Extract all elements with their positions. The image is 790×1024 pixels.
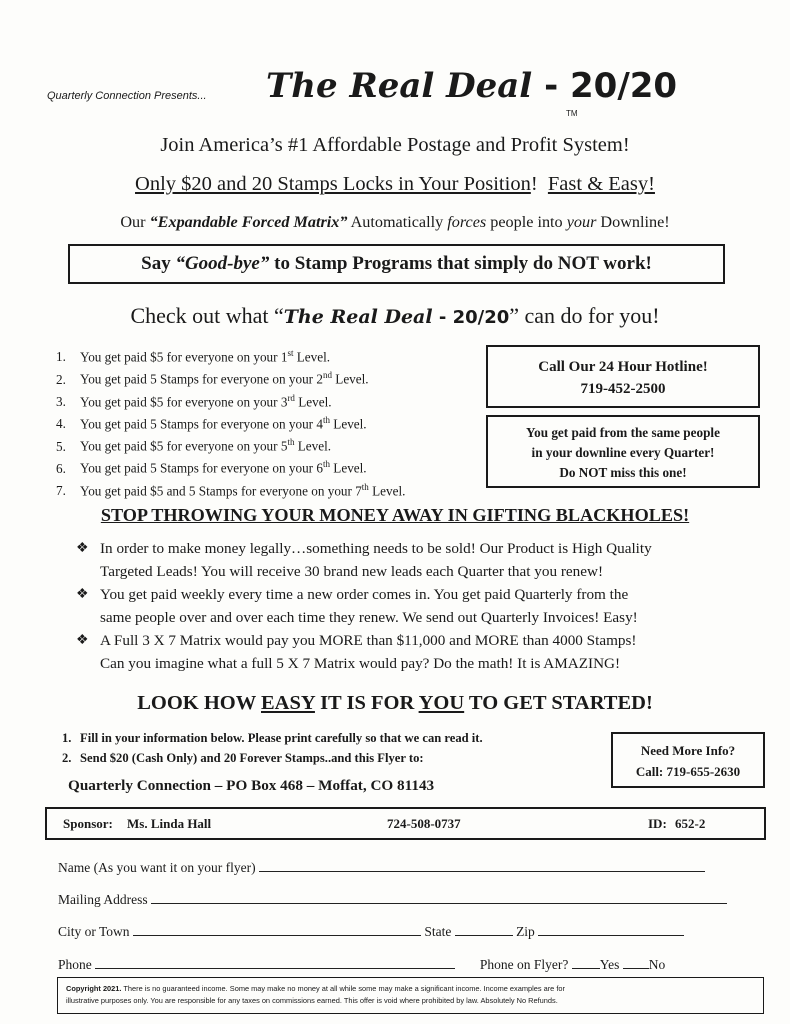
copyright-text: illustrative purposes only. You are responsible for any taxes on commissions earned. This offer is void where prohibited by law. Absolutely No Refunds.: [66, 996, 558, 1005]
list-text: Level.: [329, 460, 367, 476]
offer-bang: !: [530, 173, 538, 195]
benefit-list: [64, 537, 784, 675]
matrix-text: Downline!: [596, 213, 670, 231]
goodbye-quote: “Good-bye”: [175, 253, 270, 274]
sponsor-id: 652-2: [675, 816, 706, 831]
hotline-box: [486, 345, 760, 408]
mailing-field-row: [58, 889, 748, 908]
list-item: [56, 453, 486, 475]
state-label: State: [424, 924, 452, 939]
list-sup: th: [287, 437, 295, 448]
list-sup: th: [322, 414, 330, 425]
bullet-text: Can you imagine what a full 5 X 7 Matrix would pay? Do the math! It is AMAZING!: [100, 655, 621, 672]
easy-word: EASY: [261, 692, 315, 714]
title-brand: The Real Deal: [266, 66, 533, 106]
level-list: [56, 342, 486, 498]
list-item: [64, 629, 784, 675]
mailing-address-field[interactable]: [151, 889, 727, 904]
phone-flyer-yes-field[interactable]: [572, 954, 600, 969]
matrix-text: Our: [120, 213, 150, 231]
zip-label: Zip: [516, 924, 535, 939]
more-info-phone[interactable]: Call: 719-655-2630: [635, 764, 741, 779]
list-sup: st: [287, 348, 294, 358]
phone-field[interactable]: [95, 954, 455, 969]
list-text: Level.: [293, 349, 331, 365]
steps-list: [62, 728, 622, 768]
repeat-line: in your downline every Quarter!: [531, 445, 715, 460]
list-text: Level.: [331, 371, 369, 387]
goodbye-box: [68, 244, 725, 284]
list-item: [64, 583, 784, 629]
matrix-forces: forces: [447, 213, 487, 231]
list-item: [56, 476, 486, 498]
name-label: Name (As you want it on your flyer): [58, 860, 256, 875]
easy-heading: [0, 692, 790, 715]
mailing-address: Quarterly Connection – PO Box 468 – Moffat, CO 81143: [68, 777, 435, 794]
matrix-your: your: [566, 213, 597, 231]
sponsor-label: Sponsor:: [63, 816, 113, 831]
phone-on-flyer-label: Phone on Flyer?: [479, 957, 569, 972]
list-number: 1.: [56, 349, 66, 365]
list-sup: nd: [322, 370, 332, 381]
list-text: Level.: [368, 483, 406, 499]
phone-label: Phone: [58, 957, 92, 972]
list-number: 6.: [56, 460, 66, 476]
you-word: YOU: [418, 692, 465, 714]
copyright-line: [66, 983, 763, 995]
sponsor-bar: [45, 807, 766, 840]
list-text: You get paid 5 Stamps for everyone on your 2: [80, 371, 323, 387]
list-text: You get paid 5 Stamps for everyone on your 4: [80, 416, 323, 432]
phone-flyer-no-field[interactable]: [623, 954, 649, 969]
list-sup: th: [322, 459, 330, 470]
city-label: City or Town: [58, 924, 130, 939]
list-text: You get paid 5 Stamps for everyone on your 6: [80, 460, 323, 476]
state-field[interactable]: [455, 921, 513, 936]
name-field-row: [58, 857, 748, 876]
city-field-row: [58, 921, 748, 940]
repeat-line: You get paid from the same people: [526, 425, 720, 440]
bullet-text: A Full 3 X 7 Matrix would pay you MORE than $11,000 and MORE than 4000 Stamps!: [100, 632, 637, 649]
yes-label: Yes: [599, 957, 620, 972]
offer-fast: Fast & Easy!: [547, 173, 655, 195]
easy-text: TO GET STARTED!: [464, 692, 653, 714]
list-number: 4.: [56, 416, 66, 432]
step-number: 2.: [62, 751, 72, 765]
list-text: Level.: [294, 438, 332, 454]
list-number: 7.: [56, 483, 66, 499]
sponsor-name: Ms. Linda Hall: [127, 816, 212, 831]
checkout-line: [0, 303, 790, 329]
city-field[interactable]: [133, 921, 421, 936]
hotline-phone[interactable]: 719-452-2500: [580, 381, 666, 397]
bullet-text: Targeted Leads! You will receive 30 brand new leads each Quarter that you renew!: [100, 563, 604, 580]
diamond-bullet-icon: ❖: [76, 587, 89, 602]
list-item: [62, 728, 622, 748]
offer-line: [0, 173, 790, 196]
name-field[interactable]: [259, 857, 705, 872]
step-text: Fill in your information below. Please print carefully so that we can read it.: [80, 731, 483, 745]
matrix-text: Automatically: [347, 213, 448, 231]
list-number: 2.: [56, 371, 66, 387]
tagline: Join America’s #1 Affordable Postage and Profit System!: [160, 134, 630, 156]
step-text: Send $20 (Cash Only) and 20 Forever Stamps..and this Flyer to:: [80, 751, 424, 765]
step-number: 1.: [62, 731, 72, 745]
list-number: 3.: [56, 393, 66, 409]
list-item: [56, 431, 486, 453]
trademark-text: TM: [566, 109, 578, 118]
checkout-brand: The Real Deal: [283, 306, 433, 328]
easy-text: LOOK HOW: [137, 692, 261, 714]
goodbye-text: to Stamp Programs that simply do NOT work!: [269, 253, 652, 274]
copyright-box: [57, 977, 764, 1014]
more-info-label: Need More Info?: [640, 743, 736, 758]
bullet-text: In order to make money legally…something needs to be sold! Our Product is High Quality: [100, 540, 652, 557]
diamond-bullet-icon: ❖: [76, 541, 89, 556]
list-text: Level.: [294, 393, 332, 409]
list-text: Level.: [329, 416, 367, 432]
more-info-box: [611, 732, 765, 788]
matrix-text: people into: [486, 213, 567, 231]
list-text: You get paid $5 for everyone on your 1: [80, 349, 288, 365]
bullet-text: same people over and over each time they renew. We send out Quarterly Invoices! Easy!: [100, 609, 638, 626]
checkout-suffix: - 20/20: [432, 307, 510, 328]
hotline-label: Call Our 24 Hour Hotline!: [538, 359, 708, 375]
zip-field[interactable]: [538, 921, 684, 936]
phone-field-row: [58, 954, 748, 973]
checkout-text: Check out what “: [130, 303, 284, 328]
list-item: [64, 537, 784, 583]
title-suffix: - 20/20: [532, 66, 678, 106]
list-text: You get paid $5 for everyone on your 3: [80, 393, 288, 409]
sponsor-phone: 724-508-0737: [387, 816, 461, 831]
repeat-pay-box: [486, 415, 760, 488]
copyright-year: Copyright 2021.: [66, 984, 122, 993]
presenter-text: Quarterly Connection Presents...: [47, 90, 207, 102]
page-title: [266, 66, 677, 106]
list-text: You get paid $5 and 5 Stamps for everyone on your 7: [80, 483, 362, 499]
list-item: [56, 364, 486, 386]
list-number: 5.: [56, 438, 66, 454]
no-label: No: [648, 957, 666, 972]
diamond-bullet-icon: ❖: [76, 633, 89, 648]
list-item: [56, 387, 486, 409]
list-sup: rd: [287, 392, 295, 403]
offer-main: Only $20 and 20 Stamps Locks in Your Position: [135, 173, 531, 195]
matrix-term: “Expandable Forced Matrix”: [149, 213, 348, 231]
list-text: You get paid $5 for everyone on your 5: [80, 438, 288, 454]
easy-text: IT IS FOR: [314, 692, 419, 714]
list-sup: th: [361, 481, 369, 492]
list-item: [62, 748, 622, 768]
list-item: [56, 342, 486, 364]
goodbye-text: Say: [141, 253, 176, 274]
bullet-text: You get paid weekly every time a new order comes in. You get paid Quarterly from the: [100, 586, 629, 603]
checkout-text: ” can do for you!: [509, 303, 660, 328]
list-item: [56, 409, 486, 431]
copyright-text: There is no guaranteed income. Some may make no money at all while some may make a significant income. Income examples are for: [121, 984, 565, 993]
repeat-line: Do NOT miss this one!: [559, 465, 687, 480]
stop-heading: STOP THROWING YOUR MONEY AWAY IN GIFTING BLACKHOLES!: [100, 505, 690, 525]
mailing-address-label: Mailing Address: [58, 892, 148, 907]
sponsor-id-label: ID:: [648, 816, 667, 831]
matrix-line: [0, 213, 790, 232]
